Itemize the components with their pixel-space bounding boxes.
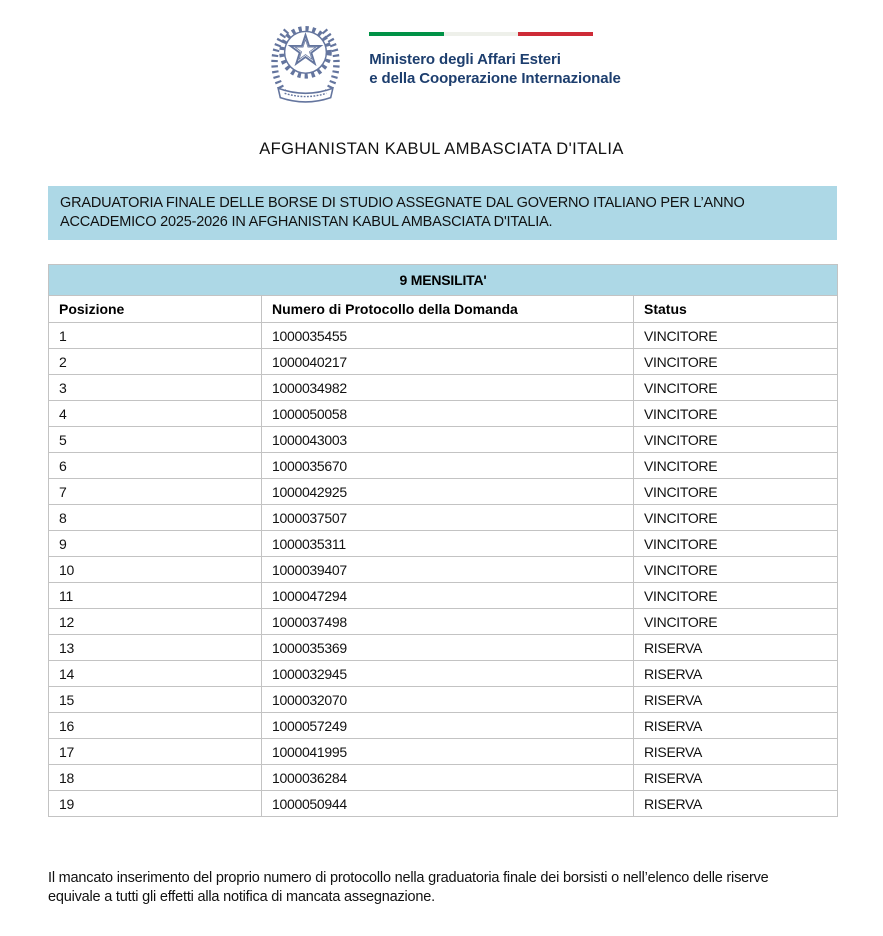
- footer-note: Il mancato inserimento del proprio numero di protocollo nella graduatoria finale dei borsisti o nell’elenco delle riserve equivale a tutti gli effetti alla notifica di mancata assegnazione.: [48, 870, 769, 905]
- protocollo-cell: 1000037498: [262, 609, 634, 635]
- table-row: [49, 765, 838, 791]
- flag-red-segment: [518, 32, 593, 36]
- column-header-row: [49, 296, 838, 323]
- status-cell: RISERVA: [634, 661, 838, 687]
- status-cell: VINCITORE: [634, 609, 838, 635]
- posizione-cell: 8: [49, 505, 262, 531]
- table-row: [49, 661, 838, 687]
- table-row: [49, 635, 838, 661]
- table-row: [49, 583, 838, 609]
- protocollo-cell: 1000035455: [262, 323, 634, 349]
- status-cell: RISERVA: [634, 765, 838, 791]
- status-cell: VINCITORE: [634, 375, 838, 401]
- table-row: [49, 609, 838, 635]
- status-cell: RISERVA: [634, 713, 838, 739]
- table-body: [49, 323, 838, 817]
- table-row: [49, 687, 838, 713]
- posizione-cell: 3: [49, 375, 262, 401]
- ministry-name-line1: Ministero degli Affari Esteri: [369, 51, 561, 68]
- posizione-cell: 2: [49, 349, 262, 375]
- posizione-cell: 5: [49, 427, 262, 453]
- flag-white-segment: [444, 32, 518, 36]
- table-row: [49, 427, 838, 453]
- table-row: [49, 375, 838, 401]
- protocollo-cell: 1000042925: [262, 479, 634, 505]
- ministry-name-line2: e della Cooperazione Internazionale: [369, 70, 621, 87]
- protocollo-cell: 1000039407: [262, 557, 634, 583]
- status-cell: RISERVA: [634, 791, 838, 817]
- col-header-posizione: Posizione: [49, 296, 262, 323]
- table-row: [49, 323, 838, 349]
- table-row: [49, 713, 838, 739]
- ranking-banner: GRADUATORIA FINALE DELLE BORSE DI STUDIO ASSEGNATE DAL GOVERNO ITALIANO PER L’ANNO ACCADEMICO 2025-2026 IN AFGHANISTAN KABUL AMBASCIATA D'ITALIA.: [48, 186, 837, 240]
- posizione-cell: 16: [49, 713, 262, 739]
- status-cell: VINCITORE: [634, 323, 838, 349]
- posizione-cell: 6: [49, 453, 262, 479]
- protocollo-cell: 1000050944: [262, 791, 634, 817]
- status-cell: VINCITORE: [634, 427, 838, 453]
- protocollo-cell: 1000035670: [262, 453, 634, 479]
- posizione-cell: 17: [49, 739, 262, 765]
- protocollo-cell: 1000040217: [262, 349, 634, 375]
- posizione-cell: 11: [49, 583, 262, 609]
- content-area: [48, 186, 837, 817]
- table-row: [49, 401, 838, 427]
- table-row: [49, 557, 838, 583]
- protocollo-cell: 1000035311: [262, 531, 634, 557]
- section-title: 9 MENSILITA': [49, 265, 838, 296]
- ministry-block: [369, 12, 621, 88]
- table-row: [49, 479, 838, 505]
- posizione-cell: 1: [49, 323, 262, 349]
- table-row: [49, 453, 838, 479]
- page-title: AFGHANISTAN KABUL AMBASCIATA D'ITALIA: [259, 140, 624, 158]
- section-title-row: [49, 265, 838, 296]
- protocollo-cell: 1000037507: [262, 505, 634, 531]
- posizione-cell: 4: [49, 401, 262, 427]
- status-cell: VINCITORE: [634, 531, 838, 557]
- status-cell: VINCITORE: [634, 557, 838, 583]
- table-row: [49, 531, 838, 557]
- status-cell: RISERVA: [634, 635, 838, 661]
- table-row: [49, 791, 838, 817]
- flag-green-segment: [369, 32, 444, 36]
- table-row: [49, 739, 838, 765]
- posizione-cell: 13: [49, 635, 262, 661]
- ranking-table: [48, 264, 838, 817]
- table-row: [49, 349, 838, 375]
- protocollo-cell: 1000057249: [262, 713, 634, 739]
- status-cell: VINCITORE: [634, 453, 838, 479]
- italian-flag-bar-icon: [369, 32, 593, 36]
- ministry-name: [369, 50, 621, 88]
- col-header-status: Status: [634, 296, 838, 323]
- status-cell: VINCITORE: [634, 401, 838, 427]
- protocollo-cell: 1000047294: [262, 583, 634, 609]
- protocollo-cell: 1000034982: [262, 375, 634, 401]
- status-cell: VINCITORE: [634, 505, 838, 531]
- protocollo-cell: 1000050058: [262, 401, 634, 427]
- protocollo-cell: 1000041995: [262, 739, 634, 765]
- col-header-protocollo: Numero di Protocollo della Domanda: [262, 296, 634, 323]
- status-cell: VINCITORE: [634, 583, 838, 609]
- protocollo-cell: 1000036284: [262, 765, 634, 791]
- protocollo-cell: 1000032945: [262, 661, 634, 687]
- status-cell: VINCITORE: [634, 479, 838, 505]
- posizione-cell: 7: [49, 479, 262, 505]
- italy-republic-emblem-icon: [262, 12, 349, 107]
- ministry-header: [0, 0, 883, 107]
- posizione-cell: 18: [49, 765, 262, 791]
- protocollo-cell: 1000032070: [262, 687, 634, 713]
- posizione-cell: 10: [49, 557, 262, 583]
- posizione-cell: 14: [49, 661, 262, 687]
- posizione-cell: 9: [49, 531, 262, 557]
- protocollo-cell: 1000035369: [262, 635, 634, 661]
- status-cell: RISERVA: [634, 739, 838, 765]
- status-cell: RISERVA: [634, 687, 838, 713]
- posizione-cell: 19: [49, 791, 262, 817]
- status-cell: VINCITORE: [634, 349, 838, 375]
- protocollo-cell: 1000043003: [262, 427, 634, 453]
- posizione-cell: 15: [49, 687, 262, 713]
- posizione-cell: 12: [49, 609, 262, 635]
- table-row: [49, 505, 838, 531]
